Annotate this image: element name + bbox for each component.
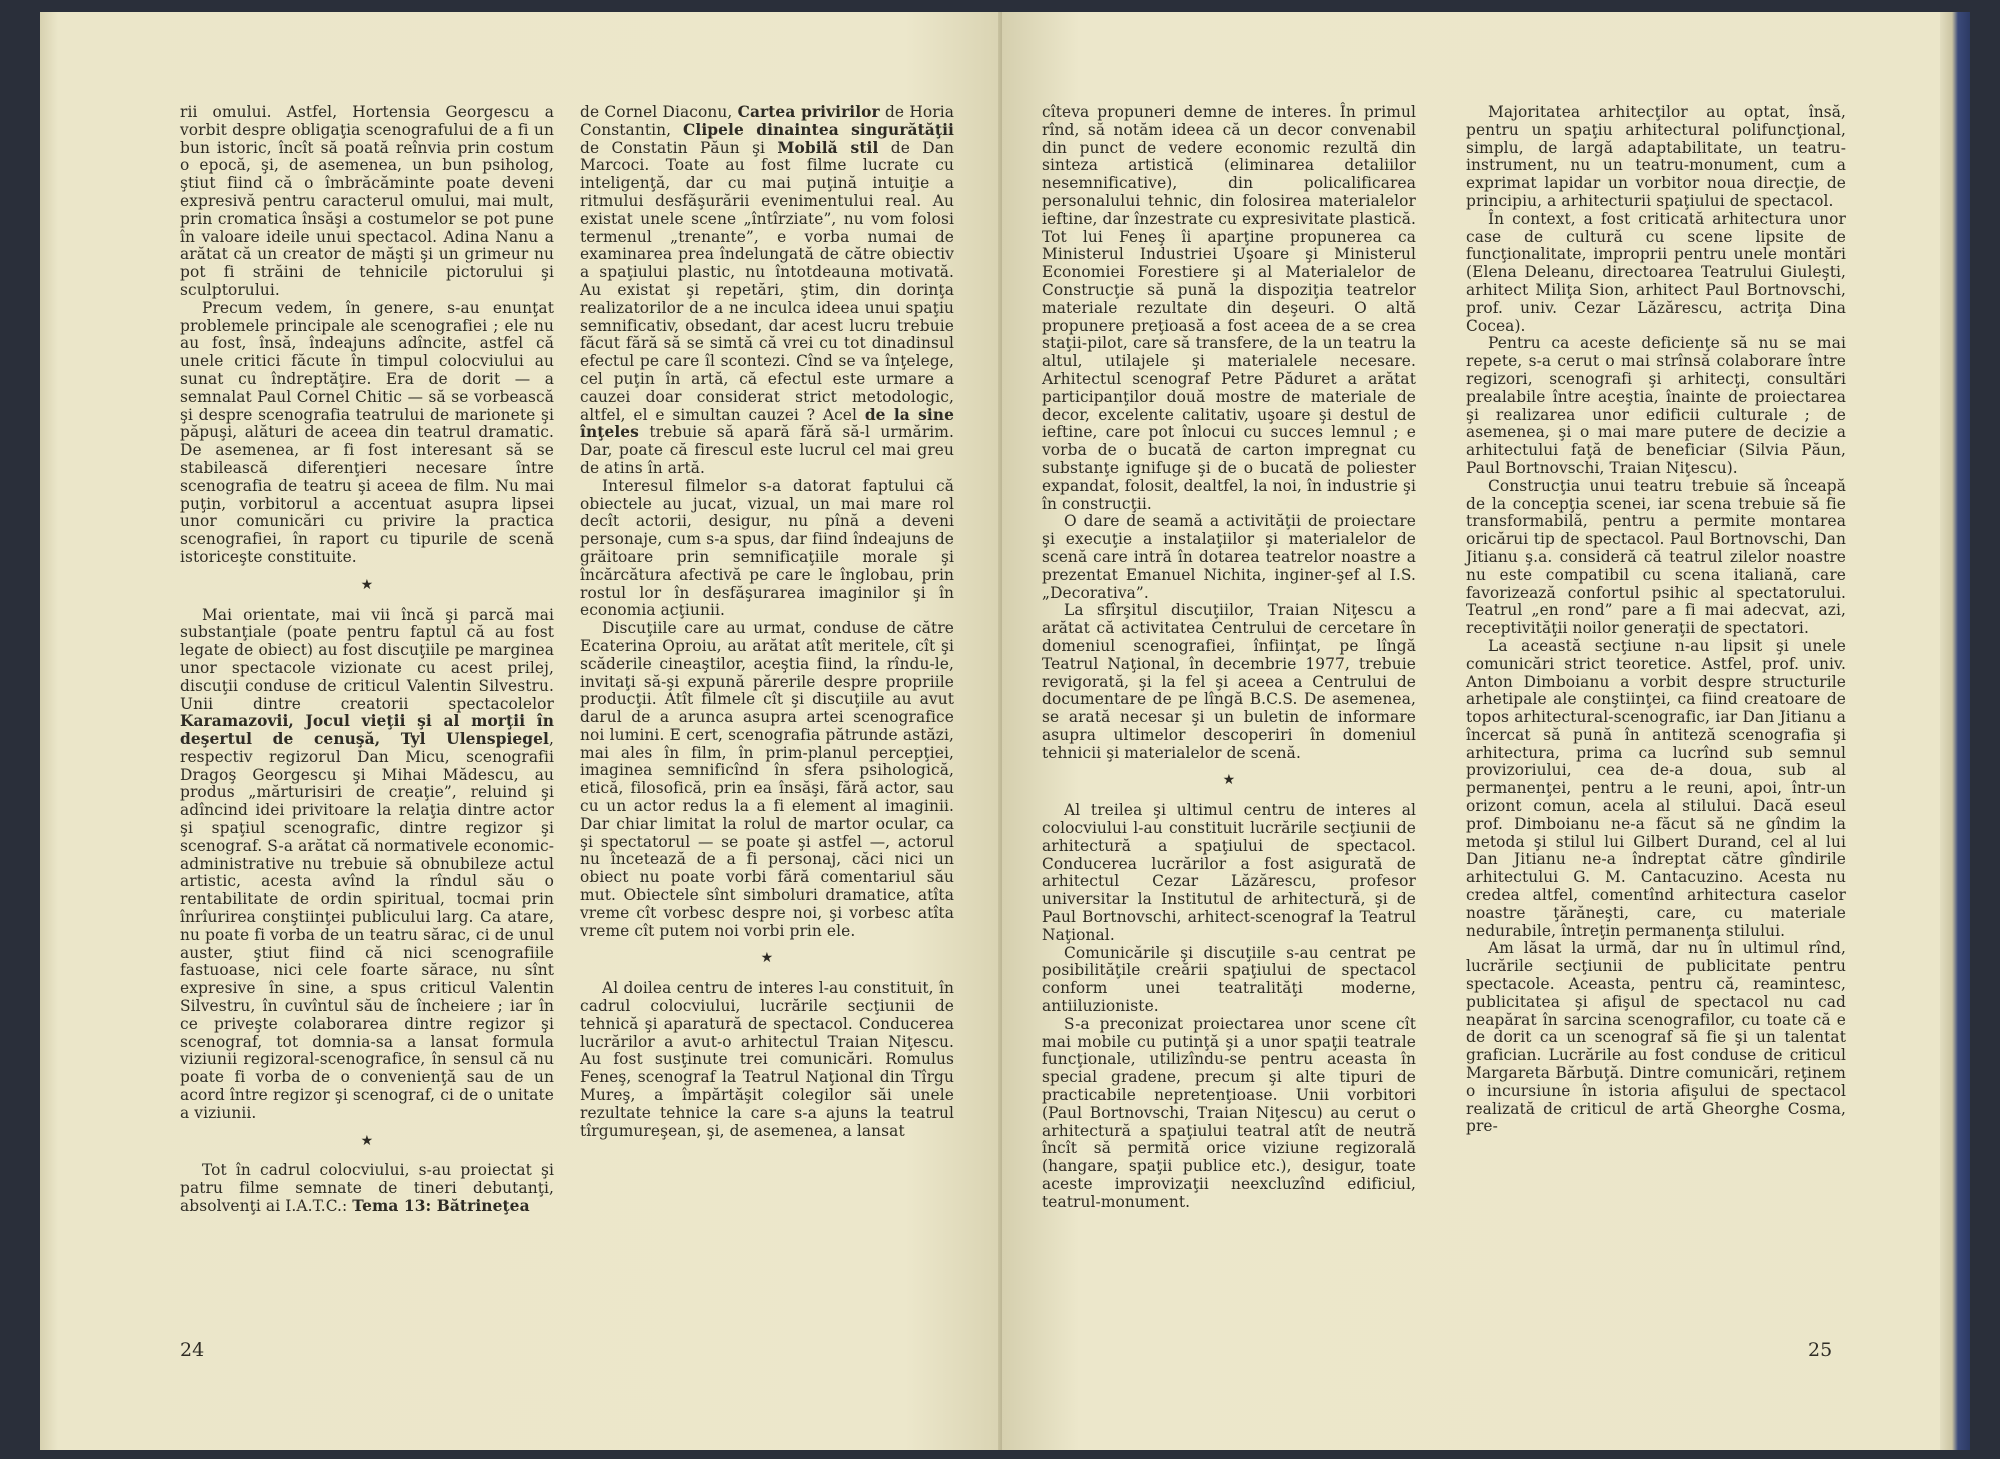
paragraph: Construcţia unui teatru trebuie să înceapă de la concepţia scenei, iar scena trebuie să fie transformabilă, pentru a permite montarea oricărui tip de spectacol. Paul Bortnovschi, Dan Jitianu ş.a. consideră că teatrul zilelor noastre nu este compatibil cu scena italiană, care favorizează confortul psihic al spectatorului. Teatrul „en rond” pare a fi mai adecvat, azi, receptivităţii noilor generaţii de spectatori. <box>1466 476 1846 638</box>
film-title: Mobilă stil <box>777 138 879 157</box>
paragraph: Am lăsat la urmă, dar nu în ultimul rînd, lucrările secţiunii de publicitate pentru spectacole. Aceasta, pentru că, reamintesc, publicitatea şi afişul de spectacol nu cad neapărat în sarcina scenografilor, cu toate că e de dorit ca un scenograf să fie şi un talentat grafician. Lucrările au fost conduse de criticul Margareta Bărbuţă. Dintre comunicări, reţinem o incursiune în istoria afişului de spectacol realizată de criticul de artă Gheorghe Cosma, pre- <box>1466 939 1846 1136</box>
paragraph: S-a preconizat proiectarea unor scene cît mai mobile cu putinţă şi a unor spaţii teatrale funcţionale, utilizîndu-se pentru aceasta în special gradene, precum şi alte tipuri de practicabile nepretenţioase. Unii vorbitori (Paul Bortnovschi, Traian Niţescu) au cerut o arhitectură a spaţiului teatral atît de neutră încît să permită orice viziune regizorală (hangare, spaţii publice etc.), desigur, toate aceste improvizaţii neexcluzînd edificiul, teatrul-monument. <box>1042 1014 1416 1211</box>
paragraph: La această secţiune n-au lipsit şi unele comunicări strict teoretice. Astfel, prof. univ. Anton Dimboianu a vorbit despre structurile arhetipale ale conştiinţei, ca fiind creatoare de topos arhitectural-scenografic, iar Dan Jitianu a încercat să pună în antiteză scenografia şi arhitectura, prima ca lucrînd sub semnul provizoriului, cea de-a doua, sub al permanenţei, pentru a le reuni, apoi, într-un orizont comun, acela al stilului. Dacă eseul prof. Dimboianu ne-a făcut să ne gîndim la metoda şi stilul lui Gilbert Durand, cel al lui Dan Jitianu ne-a îndreptat către gîndirile arhitectului G. M. Cantacuzino. Acesta nu credea altfel, comentînd arhitectura caselor noastre ţărăneşti, care, cu materiale nedurabile, întreţin permanenţa stilului. <box>1466 636 1846 940</box>
paragraph: Comunicările şi discuţiile s-au centrat pe posibilităţile creării spaţiului de spectacol conform unei teatralităţi moderne, antiiluzioniste. <box>1042 943 1416 1016</box>
text-run: de Cornel Diaconu, <box>580 103 738 121</box>
paragraph: rii omului. Astfel, Hortensia Georgescu a vorbit despre obligaţia scenografului de a fi un bun istoric, încît să poată reînvia prin costum o epocă, şi, de asemenea, un bun psiholog, ştiut fiind că o îmbrăcăminte poate deveni expresivă pentru caracterul omului, mai mult, prin cromatica însăşi a costumelor se pot pune în valoare ideile unui spectacol. Adina Nanu a arătat că un creator de măşti şi un grimeur nu pot fi străini de tehnicile pictorului şi sculptorului. <box>180 103 554 299</box>
column-1 <box>180 104 554 1216</box>
column-2 <box>580 104 954 1140</box>
right-page-edge <box>1940 12 1970 1450</box>
paragraph: Al treilea şi ultimul centru de interes al colocviului l-au constituit lucrările secţiunii de arhitectură a spaţiului de spectacol. Conducerea lucrărilor a fost asigurată de arhitectul Cezar Lăzărescu, profesor universitar la Institutul de arhitectură, şi de Paul Bortnovschi, arhitect-scenograf la Teatrul Naţional. <box>1042 801 1416 944</box>
paragraph: cîteva propuneri demne de interes. În primul rînd, să notăm ideea că un decor convenabil din punct de vedere economic rezultă din sinteza artistică (eliminarea detaliilor nesemnificative), din policalificarea personalului tehnic, din folosirea materialelor ieftine, dar înzestrate cu expresivitate plastică. Tot lui Feneş îi aparţine propunerea ca Ministerul Industriei Uşoare şi Ministerul Economiei Forestiere şi al Materialelor de Construcţie să pună la dispoziţia teatrelor materiale rezultate din deşeuri. O altă propunere preţioasă a fost aceea de a se crea staţii-pilot, care să transfere, de la un teatru la altul, utilajele şi materialele necesare. Arhitectul scenograf Petre Păduret a arătat participanţilor două mostre de materiale de decor, excelente calitativ, uşoare şi destul de ieftine, care pot înlocui cu succes lemnul ; e vorba de o bucată de carton impregnat cu substanţe ignifuge şi de o bucată de poliester expandat, folosit, dealtfel, la noi, în industrie şi în construcţii. <box>1042 103 1417 513</box>
paragraph <box>180 607 554 1123</box>
left-page-edge <box>40 12 58 1450</box>
page-number-left: 24 <box>180 1339 205 1361</box>
left-page <box>40 12 1002 1450</box>
text-run: de Horia Constantin, <box>580 103 954 139</box>
page-number-right: 25 <box>1808 1339 1833 1361</box>
text-run: de Constatin Păun şi <box>580 138 778 157</box>
text-run: trebuie să apară fără să-l urmărim. Dar, poate că firescul este lucrul cel mai greu de atins în artă. <box>580 423 954 477</box>
film-title: Cartea privirilor <box>737 103 880 121</box>
film-title: Tema 13: Bătrineţea <box>352 1197 530 1216</box>
paragraph: Pentru ca aceste deficienţe să nu se mai repete, s-a cerut o mai strînsă colaborare între regizori, scenografi şi arhitecţi, consultări prealabile între aceştia, înainte de proiectarea şi realizarea unor edificii culturale ; de asemenea, şi o mai mare putere de decizie a arhitectului faţă de beneficiar (Silvia Păun, Paul Bortnovschi, Traian Niţescu). <box>1466 334 1846 477</box>
magazine-spread <box>40 12 1970 1450</box>
emphasis: de la sine înţeles <box>580 405 954 442</box>
section-separator-star: ★ <box>360 576 374 593</box>
film-title: Karamazovii, Jocul vieţii şi al morţii în deşertul de cenuşă, Tyl Ulenspiegel <box>180 712 554 749</box>
paragraph: Al doilea centru de interes l-au constituit, în cadrul colocviului, lucrările secţiunii de tehnică şi aparatură de spectacol. Conducerea lucrărilor a avut-o arhitectul Traian Niţescu. Au fost susţinute trei comunicări. Romulus Feneş, scenograf la Teatrul Naţional din Tîrgu Mureş, a împărtăşit colegilor săi unele rezultate tehnice la care s-a ajuns la teatrul tîrgumureşean, şi, de asemenea, a lansat <box>580 979 954 1140</box>
column-4 <box>1466 104 1846 1136</box>
section-separator-star: ★ <box>360 1132 374 1149</box>
section-separator-star: ★ <box>1222 772 1236 789</box>
paragraph: Majoritatea arhitecţilor au optat, însă, pentru un spaţiu arhitectural polifuncţional, simplu, de largă adaptabilitate, un teatru-instrument, nu un teatru-monument, cum a exprimat lapidar un vorbitor noua direcţie, de principiu, a arhitecturii spaţiului de spectacol. <box>1466 103 1846 210</box>
paragraph <box>180 1162 554 1215</box>
paragraph: În context, a fost criticată arhitectura unor case de cultură cu scene lipsite de funcţionalitate, improprii pentru unele montări (Elena Deleanu, directoarea Teatrului Giuleşti, arhitect Miliţa Sion, arhitect Paul Bortnovschi, prof. univ. Cezar Lăzărescu, actriţa Dina Cocea). <box>1466 209 1846 335</box>
paragraph: Interesul filmelor s-a datorat faptului că obiectele au jucat, vizual, un mai mare rol decît actorii, desigur, nu pînă a deveni personaje, cum s-a spus, dar fiind îndeajuns de grăitoare prin semnificaţiile morale şi încărcătura afectivă pe care le înglobau, prin rostul lor în desfăşurarea imaginilor şi în economia acţiunii. <box>580 476 954 620</box>
text-run: Tot în cadrul colocviului, s-au proiectat şi patru filme semnate de tineri debutanţi, absolvenţi ai I.A.T.C.: <box>180 1161 554 1216</box>
text-run: Mai orientate, mai vii încă şi parcă mai substanţiale (poate pentru faptul că au fost legate de obiect) au fost discuţiile pe marginea unor spectacole vizionate cu acest prilej, discuţii conduse de criticul Valentin Silvestru. Unii dintre creatorii spectacolelor <box>180 605 554 713</box>
paragraph: O dare de seamă a activităţii de proiectare şi execuţie a instalaţiilor şi materialelor de scenă care intră în dotarea teatrelor noastre a prezentat Emanuel Nichita, inginer-şef al I.S. „Decorativa”. <box>1042 512 1416 602</box>
text-run: , respectiv regizorul Dan Micu, scenografii Dragoş Georgescu şi Mihai Mădescu, au produs „mărturisiri de creaţie”, reluind şi adîncind idei privitoare la relaţia dintre actor şi spaţiul scenografic, dintre regizor şi scenograf. S-a arătat că normativele economic-administrative nu trebuie să obnubileze actul artistic, acesta avînd la rîndul său o rentabilitate de ordin spiritual, tocmai prin înrîurirea conştiinţei publicului larg. Ca atare, nu poate fi vorba de un teatru sărac, ci de unul auster, ştiut fiind că nici scenografiile fastuoase, nici cele foarte sărace, nu sînt expresive în sine, a spus criticul Valentin Silvestru, în cuvîntul său de încheiere ; iar în ce priveşte colaborarea dintre regizor şi scenograf, tot domnia-sa a lansat formula viziunii regizoral-scenografice, în sensul că nu poate fi vorba de o convenienţă sau de un acord între regizor şi scenograf, ci de o unitate a viziunii. <box>180 730 554 1122</box>
text-run: de Dan Marcoci. Toate au fost filme lucrate cu inteligenţă, dar cu mai puţină intuiţie a ritmului desfăşurării evenimentului real. Au existat unele scene „întîrziate”, nu vom folosi termenul „trenante”, e vorba numai de examinarea prea îndelungată de către obiectiv a spaţiului plastic, nu întotdeauna motivată. Au existat şi repetări, ştim, din dorinţa realizatorilor de a ne inculca ideea unui spaţiu semnificativ, obsedant, dar acest lucru trebuie făcut fără să se simtă că vrei cu tot dinadinsul efectul pe care îl scontezi. Cînd se va înţelege, cel puţin în artă, că efectul este urmare a cauzei doar considerat strict metodologic, altfel, el e simultan cauzei ? Acel <box>580 138 955 424</box>
paragraph <box>580 104 954 478</box>
paragraph: Discuţiile care au urmat, conduse de către Ecaterina Oproiu, au arătat atît meritele, cît şi scăderile cineaştilor, aceştia fiind, la rîndu-le, invitaţi să-şi expună părerile despre propriile producţii. Atît filmele cît şi discuţiile au avut darul de a arunca asupra artei scenografice noi lumini. E cert, scenografia pătrunde astăzi, mai ales în film, în prim-planul percepţiei, imaginea semnificînd în sfera psihologică, etică, filosofică, prin ea însăşi, fără actor, sau cu un actor redus la a fi element al imaginii. Dar chiar limitat la rolul de martor ocular, ca şi spectatorul — se poate şi astfel —, actorul nu încetează de a fi personaj, căci nici un obiect nu poate vorbi fără comentariul său mut. Obiectele sînt simboluri dramatice, atîta vreme cît vorbesc despre noi, şi vorbesc atîta vreme cît putem noi vorbi prin ele. <box>580 619 954 940</box>
column-3 <box>1042 104 1416 1212</box>
section-separator-star: ★ <box>760 950 774 967</box>
paragraph: La sfîrşitul discuţiilor, Traian Niţescu a arătat că activitatea Centrului de cercetare în domeniul scenografiei, înfiinţat, pe lîngă Teatrul Naţional, în decembrie 1977, trebuie revigorată, şi la fel şi aceea a Centrului de documentare de pe lîngă B.C.S. De asemenea, se arată necesar şi un buletin de informare asupra ultimelor descoperiri în domeniul tehnicii şi materialelor de scenă. <box>1042 601 1416 762</box>
paragraph: Precum vedem, în genere, s-au enunţat problemele principale ale scenografiei ; ele nu au fost, însă, îndeajuns adîncite, astfel că unele critici făcute în timpul colocviului au sunat cu îndreptăţire. Era de dorit — a semnalat Paul Cornel Chitic — să se vorbească şi despre scenografia teatrului de marionete şi păpuşi, alături de aceea din teatrul dramatic. De asemenea, ar fi fost interesant să se stabilească diferenţieri necesare între scenografia de teatru şi aceea de film. Nu mai puţin, vorbitorul a accentuat asupra lipsei unor comunicări cu privire la practica scenografiei, în raport cu tipurile de scenă istoriceşte constituite. <box>180 298 554 566</box>
film-title: Clipele dinaintea singurătăţii <box>683 120 954 139</box>
